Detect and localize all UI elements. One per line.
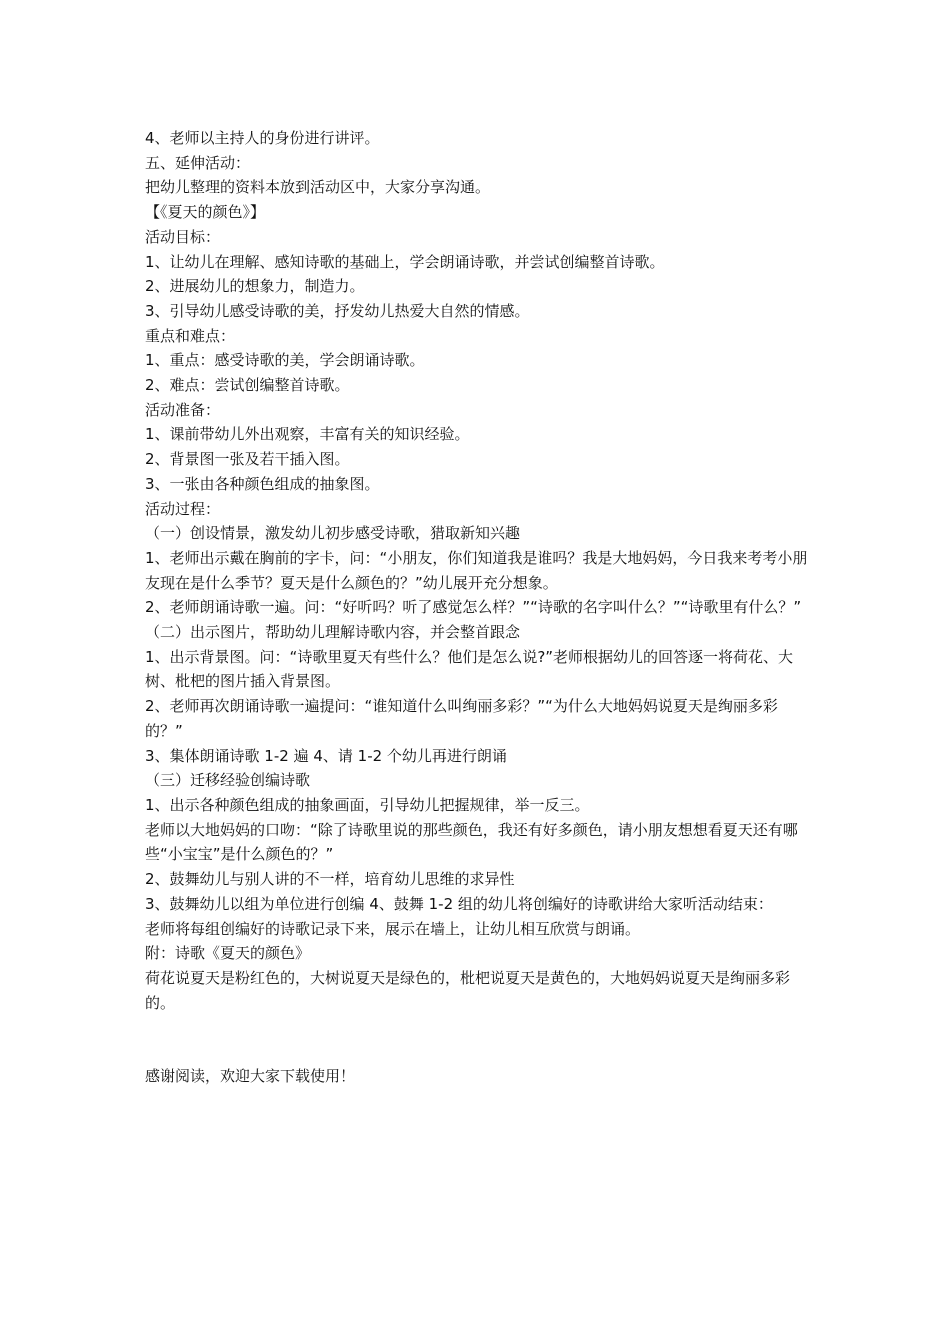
text-line: 3、集体朗诵诗歌 1-2 遍 4、请 1-2 个幼儿再进行朗诵 bbox=[145, 746, 507, 765]
closing-note: 感谢阅读，欢迎大家下载使用！ bbox=[145, 1067, 356, 1086]
poem-title: 附：诗歌《夏天的颜色》 bbox=[145, 944, 311, 963]
blank-space bbox=[145, 1015, 810, 1064]
subsection-heading: （二）出示图片，帮助幼儿理解诗歌内容，并会整首跟念 bbox=[145, 623, 521, 642]
text-line: 1、课前带幼儿外出观察，丰富有关的知识经验。 bbox=[145, 425, 470, 444]
text-line: 老师将每组创编好的诗歌记录下来，展示在墙上，让幼儿相互欣赏与朗诵。 bbox=[145, 919, 641, 938]
text-line: 4、老师以主持人的身份进行讲评。 bbox=[145, 129, 380, 147]
text-paragraph: 2、老师朗诵诗歌一遍。问：“好听吗？听了感觉怎么样？”“诗歌的名字叫什么？”“诗歌里有什么？” bbox=[145, 598, 802, 617]
section-heading: 活动过程： bbox=[145, 499, 221, 518]
section-heading: 五、延伸活动： bbox=[145, 153, 251, 172]
document-body bbox=[145, 126, 810, 1089]
text-paragraph: 1、出示背景图。问：“诗歌里夏天有些什么？他们是怎么说?”老师根据幼儿的回答逐一将荷花、大树、枇杷的图片插入背景图。 bbox=[145, 647, 794, 691]
text-line: 2、进展幼儿的想象力，制造力。 bbox=[145, 277, 365, 296]
text-paragraph: 1、老师出示戴在胸前的字卡，问：“小朋友，你们知道我是谁吗？我是大地妈妈，今日我来考考小朋友现在是什么季节？夏天是什么颜色的？”幼儿展开充分想象。 bbox=[145, 548, 808, 592]
text-line: 把幼儿整理的资料本放到活动区中，大家分享沟通。 bbox=[145, 178, 491, 197]
section-heading: 活动目标： bbox=[145, 227, 221, 246]
subsection-heading: （一）创设情景，激发幼儿初步感受诗歌，猎取新知兴趣 bbox=[145, 524, 521, 543]
text-line: 3、引导幼儿感受诗歌的美，抒发幼儿热爱大自然的情感。 bbox=[145, 301, 530, 320]
section-heading: 活动准备： bbox=[145, 400, 221, 419]
text-line: 2、背景图一张及若干插入图。 bbox=[145, 450, 350, 469]
text-line: 1、让幼儿在理解、感知诗歌的基础上，学会朗诵诗歌，并尝试创编整首诗歌。 bbox=[145, 252, 665, 271]
text-line: 3、一张由各种颜色组成的抽象图。 bbox=[145, 474, 380, 493]
text-paragraph: 3、鼓舞幼儿以组为单位进行创编 4、鼓舞 1-2 组的幼儿将创编好的诗歌讲给大家听活动结束： bbox=[145, 894, 773, 913]
poem-text: 荷花说夏天是粉红色的，大树说夏天是绿色的，枇杷说夏天是黄色的，大地妈妈说夏天是绚丽多彩的。 bbox=[145, 968, 791, 1012]
subsection-heading: （三）迁移经验创编诗歌 bbox=[145, 771, 311, 790]
section-heading: 重点和难点： bbox=[145, 326, 236, 345]
text-line: 1、重点：感受诗歌的美，学会朗诵诗歌。 bbox=[145, 351, 425, 370]
text-line: 1、出示各种颜色组成的抽象画面，引导幼儿把握规律，举一反三。 bbox=[145, 795, 590, 814]
text-paragraph: 2、老师再次朗诵诗歌一遍提问：“谁知道什么叫绚丽多彩？”“为什么大地妈妈说夏天是绚丽多彩的？” bbox=[145, 697, 778, 740]
lesson-title: 【《夏天的颜色》】 bbox=[145, 203, 266, 222]
text-paragraph: 老师以大地妈妈的口吻：“除了诗歌里说的那些颜色，我还有好多颜色，请小朋友想想看夏天还有哪些“小宝宝”是什么颜色的？” bbox=[145, 820, 798, 864]
text-line: 2、鼓舞幼儿与别人讲的不一样，培育幼儿思维的求异性 bbox=[145, 870, 515, 889]
text-line: 2、难点：尝试创编整首诗歌。 bbox=[145, 376, 350, 395]
